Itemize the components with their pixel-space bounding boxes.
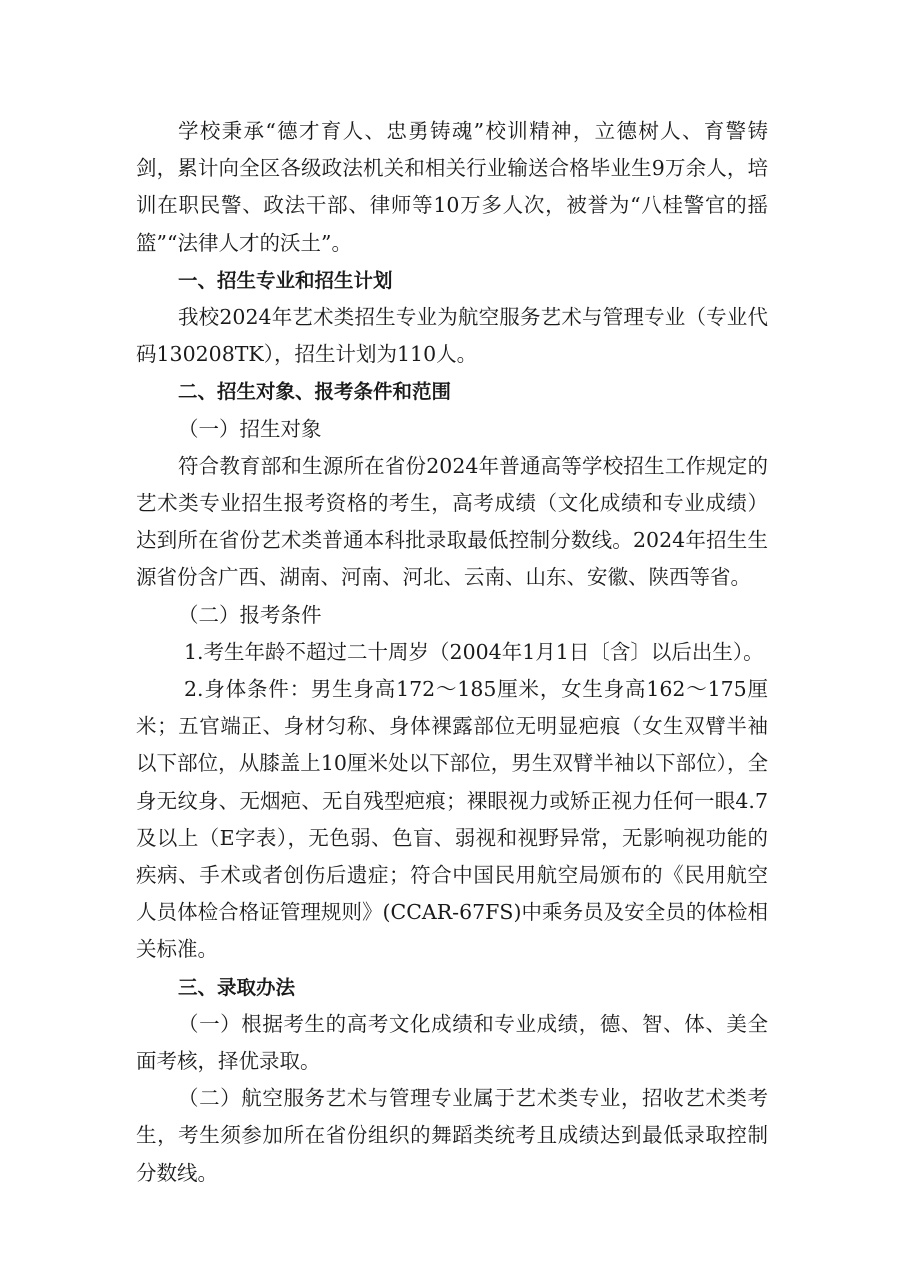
- document-body: [136, 113, 768, 1192]
- section-heading-eligibility: 二、招生对象、报考条件和范围: [178, 380, 452, 404]
- target-paragraph: 符合教育部和生源所在省份2024年普通高等学校招生工作规定的艺术类专业招生报考资格的考生，高考成绩（文化成绩和专业成绩）达到所在省份艺术类普通本科批录取最低控制分数线。2024年招生生源省份含广西、湖南、河南、河北、云南、山东、安徽、陕西等省。: [136, 453, 768, 590]
- admission-method-item-2: （二）航空服务艺术与管理专业属于艺术类专业，招收艺术类考生，考生须参加所在省份组织的舞蹈类统考且成绩达到最低录取控制分数线。: [136, 1086, 768, 1185]
- condition-item-physical: 2.身体条件：男生身高172～185厘米，女生身高162～175厘米；五官端正、身材匀称、身体裸露部位无明显疤痕（女生双臂半袖以下部位，从膝盖上10厘米处以下部位，男生双臂半袖以下部位），全身无纹身、无烟疤、无自残型疤痕；裸眼视力或矫正视力任何一眼4.7及以上（E字表），无色弱、色盲、弱视和视野异常，无影响视功能的疾病、手术或者创伤后遗症；符合中国民用航空局颁布的《民用航空人员体检合格证管理规则》(CCAR-67FS)中乘务员及安全员的体检相关标准。: [136, 677, 768, 962]
- subsection-title-target: （一）招生对象: [178, 416, 322, 441]
- section-heading-admission-method: 三、录取办法: [178, 975, 296, 999]
- admission-method-item-1: （一）根据考生的高考文化成绩和专业成绩，德、智、体、美全面考核，择优录取。: [136, 1011, 768, 1074]
- condition-item-age: 1.考生年龄不超过二十周岁（2004年1月1日〔含〕以后出生）。: [184, 639, 764, 664]
- section-heading-admission-plan: 一、招生专业和招生计划: [178, 268, 393, 292]
- intro-paragraph: 学校秉承“德才育人、忠勇铸魂”校训精神，立德树人、育警铸剑，累计向全区各级政法机关和相关行业输送合格毕业生9万余人，培训在职民警、政法干部、律师等10万多人次，被誉为“八桂警官的摇篮”“法律人才的沃土”。: [136, 119, 768, 255]
- subsection-title-conditions: （二）报考条件: [178, 602, 322, 627]
- admission-plan-paragraph: 我校2024年艺术类招生专业为航空服务艺术与管理专业（专业代码130208TK），招生计划为110人。: [136, 305, 768, 367]
